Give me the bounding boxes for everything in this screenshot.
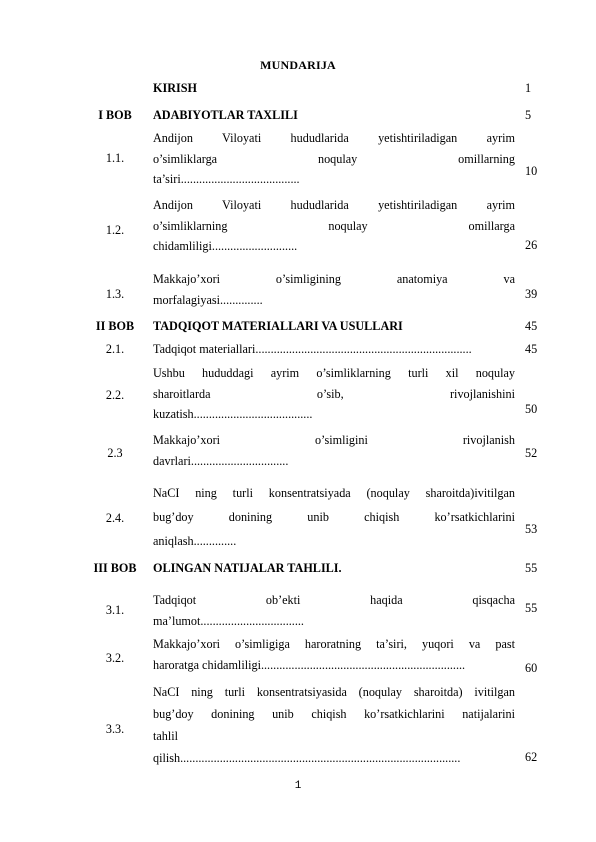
toc-entry-page: 55 — [525, 601, 538, 615]
toc-entry-page: 52 — [525, 446, 538, 460]
toc-entry-title: Tadqiqot ob’ekti haqida qisqacha ma’lumot.................................. — [153, 593, 515, 628]
toc-entry-number: 1.1. — [105, 151, 125, 165]
toc-entry-number: 2.1. — [105, 342, 125, 356]
toc-entry-title: Makkajo’xori o’simligining anatomiya va morfalagiyasi.............. — [153, 272, 515, 307]
toc-entry-title: Makkajo’xori o’simligini rivojlanish davrlari................................ — [153, 433, 515, 468]
toc-entry-title: NaCI ning turli konsentratsiyasida (noqulay sharoitda) ivitilgan bug’doy donining unib chiqish ko’rsatkichlarini natijalarini tahlil qilish............................................................................................ — [153, 685, 515, 765]
page-title: MUNDARIJA — [260, 58, 336, 72]
toc-entry-page: 55 — [525, 561, 538, 575]
toc-entry-number: 1.2. — [105, 223, 125, 237]
page-number: 1 — [294, 780, 302, 792]
toc-entry-title: NaCI ning turli konsentratsiyada (noqulay sharoitda)ivitilgan bug’doy donining unib chiqish ko’rsatkichlarini aniqlash.............. — [153, 486, 515, 548]
toc-entry-title: TADQIQOT MATERIALLARI VA USULLARI — [153, 319, 403, 333]
toc-entry-number: 2.2. — [105, 388, 125, 402]
toc-entry-title: OLINGAN NATIJALAR TAHLILI. — [153, 561, 342, 575]
toc-entry-number: 3.1. — [105, 603, 125, 617]
toc-entry-page: 50 — [525, 402, 538, 416]
toc-entry-page: 10 — [525, 164, 538, 178]
toc-entry-title: Andijon Viloyati hududlarida yetishtiriladigan ayrim o’simliklarga noqulay omillarning ta’siri....................................... — [153, 131, 515, 186]
toc-entry-page: 60 — [525, 661, 538, 675]
toc-entry-page: 62 — [525, 750, 538, 764]
toc-entry-number: III BOB — [93, 561, 137, 575]
toc-entry-number: 1.3. — [105, 287, 125, 301]
toc-entry-number: 3.2. — [105, 651, 125, 665]
toc-entry-title: ADABIYOTLAR TAXLILI — [153, 108, 298, 122]
toc-entry-page: 26 — [525, 238, 538, 252]
toc-entry-number: 2.3 — [107, 446, 123, 460]
toc-entry-number: 2.4. — [105, 511, 125, 525]
toc-entry-page: 1 — [525, 81, 532, 95]
toc-entry-title: Tadqiqot materiallari....................................................................... — [153, 342, 472, 356]
toc-entry-title: Makkajo’xori o’simligiga haroratning ta’siri, yuqori va past haroratga chidamliligi................................................................... — [153, 637, 515, 672]
toc-entry-title: Andijon Viloyati hududlarida yetishtiriladigan ayrim o’simliklarning noqulay omillarga chidamliligi............................ — [153, 198, 515, 253]
toc-entry-page: 39 — [525, 287, 538, 301]
toc-entry-page: 53 — [525, 522, 538, 536]
toc-entry-title: KIRISH — [153, 81, 198, 95]
toc-entry-page: 45 — [525, 342, 538, 356]
toc-entry-page: 5 — [525, 108, 532, 122]
toc-entry-number: II BOB — [95, 319, 135, 333]
toc-entry-number: 3.3. — [105, 722, 125, 736]
toc-entry-title: Ushbu hududdagi ayrim o’simliklarning turli xil noqulay sharoitlarda o’sib, rivojlanishini kuzatish....................................... — [153, 366, 515, 421]
toc-entry-number: I BOB — [98, 108, 132, 122]
toc-entry-page: 45 — [525, 319, 538, 333]
